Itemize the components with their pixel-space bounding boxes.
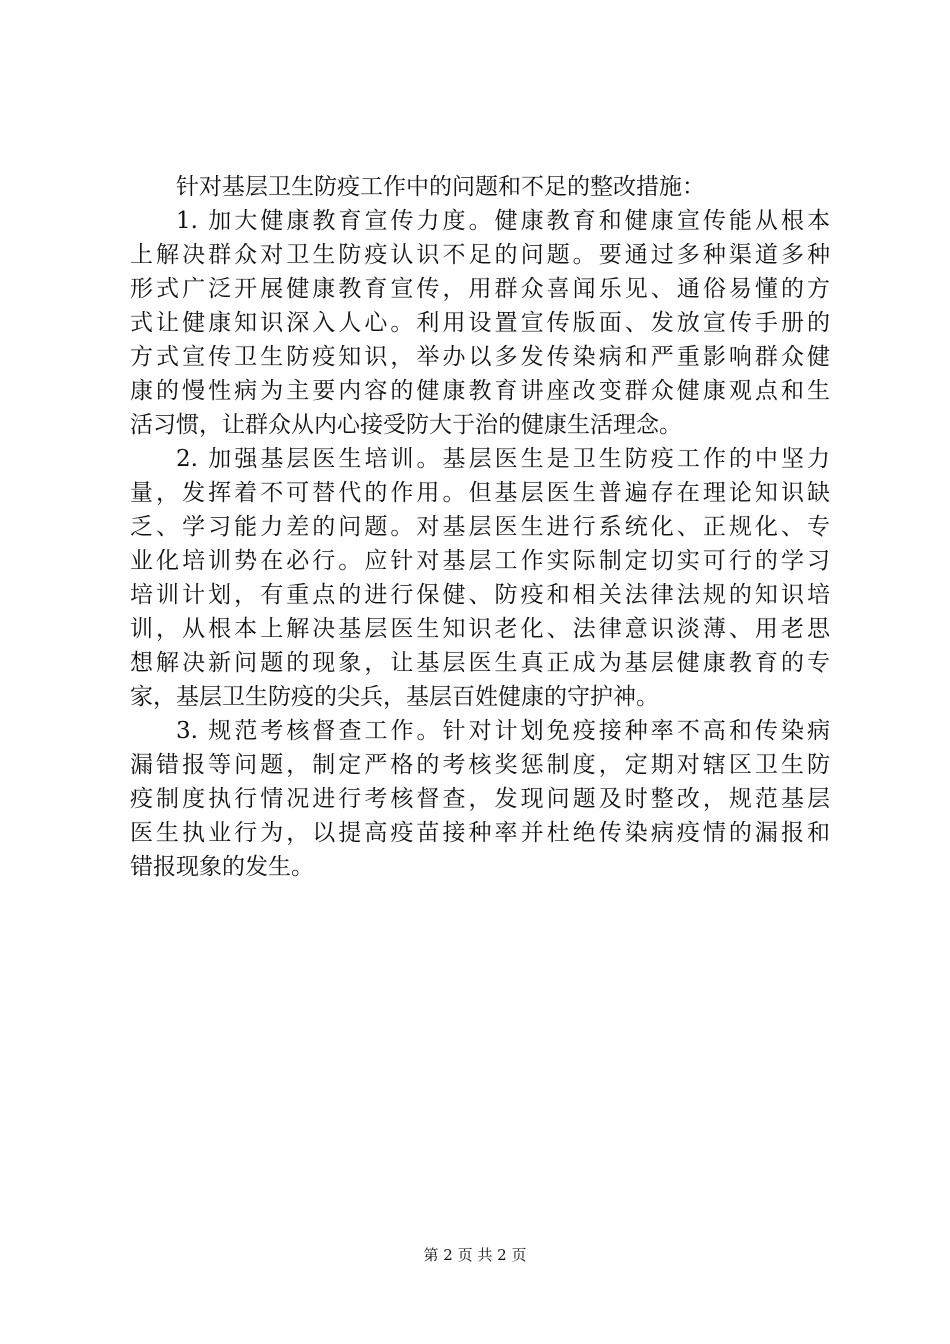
paragraph-1 bbox=[130, 204, 830, 442]
paragraph-3-line-2: 漏错报等问题，制定严格的考核奖惩制度，定期对辖区卫生防 bbox=[130, 752, 830, 778]
paragraph-1-line-6: 康的慢性病为主要内容的健康教育讲座改变群众健康观点和生 bbox=[130, 378, 830, 404]
paragraph-2-line-2: 量，发挥着不可替代的作用。但基层医生普遍存在理论知识缺 bbox=[130, 480, 830, 506]
page-footer: 第 2 页 共 2 页 bbox=[423, 1246, 527, 1264]
paragraph-1-line-7: 活习惯，让群众从内心接受防大于治的健康生活理念。 bbox=[130, 412, 682, 438]
section-heading: 针对基层卫生防疫工作中的问题和不足的整改措施： bbox=[176, 174, 705, 200]
paragraph-3-line-5: 错报现象的发生。 bbox=[130, 854, 314, 880]
paragraph-1-line-1: 1. 加大健康教育宣传力度。健康教育和健康宣传能从根本 bbox=[176, 208, 830, 234]
paragraph-1-line-3: 形式广泛开展健康教育宣传，用群众喜闻乐见、通俗易懂的方 bbox=[130, 276, 830, 302]
paragraph-2-line-3: 乏、学习能力差的问题。对基层医生进行系统化、正规化、专 bbox=[130, 514, 830, 540]
paragraph-2-line-5: 培训计划，有重点的进行保健、防疫和相关法律法规的知识培 bbox=[130, 582, 830, 608]
paragraph-3 bbox=[130, 714, 830, 884]
paragraph-2-line-7: 想解决新问题的现象，让基层医生真正成为基层健康教育的专 bbox=[130, 650, 830, 676]
paragraph-3-line-1: 3. 规范考核督查工作。针对计划免疫接种率不高和传染病 bbox=[176, 718, 830, 744]
paragraph-1-line-2: 上解决群众对卫生防疫认识不足的问题。要通过多种渠道多种 bbox=[130, 242, 830, 268]
paragraph-2-line-6: 训，从根本上解决基层医生知识老化、法律意识淡薄、用老思 bbox=[130, 616, 830, 642]
paragraph-2-line-1: 2. 加强基层医生培训。基层医生是卫生防疫工作的中坚力 bbox=[176, 446, 830, 472]
document-body bbox=[130, 170, 830, 884]
paragraph-3-line-4: 医生执业行为，以提高疫苗接种率并杜绝传染病疫情的漏报和 bbox=[130, 820, 830, 846]
paragraph-2 bbox=[130, 442, 830, 714]
paragraph-2-line-8: 家，基层卫生防疫的尖兵，基层百姓健康的守护神。 bbox=[130, 684, 659, 710]
paragraph-1-line-4: 式让健康知识深入人心。利用设置宣传版面、发放宣传手册的 bbox=[130, 310, 830, 336]
paragraph-3-line-3: 疫制度执行情况进行考核督查，发现问题及时整改，规范基层 bbox=[130, 786, 830, 812]
paragraph-2-line-4: 业化培训势在必行。应针对基层工作实际制定切实可行的学习 bbox=[130, 548, 830, 574]
paragraph-1-line-5: 方式宣传卫生防疫知识，举办以多发传染病和严重影响群众健 bbox=[130, 344, 830, 370]
